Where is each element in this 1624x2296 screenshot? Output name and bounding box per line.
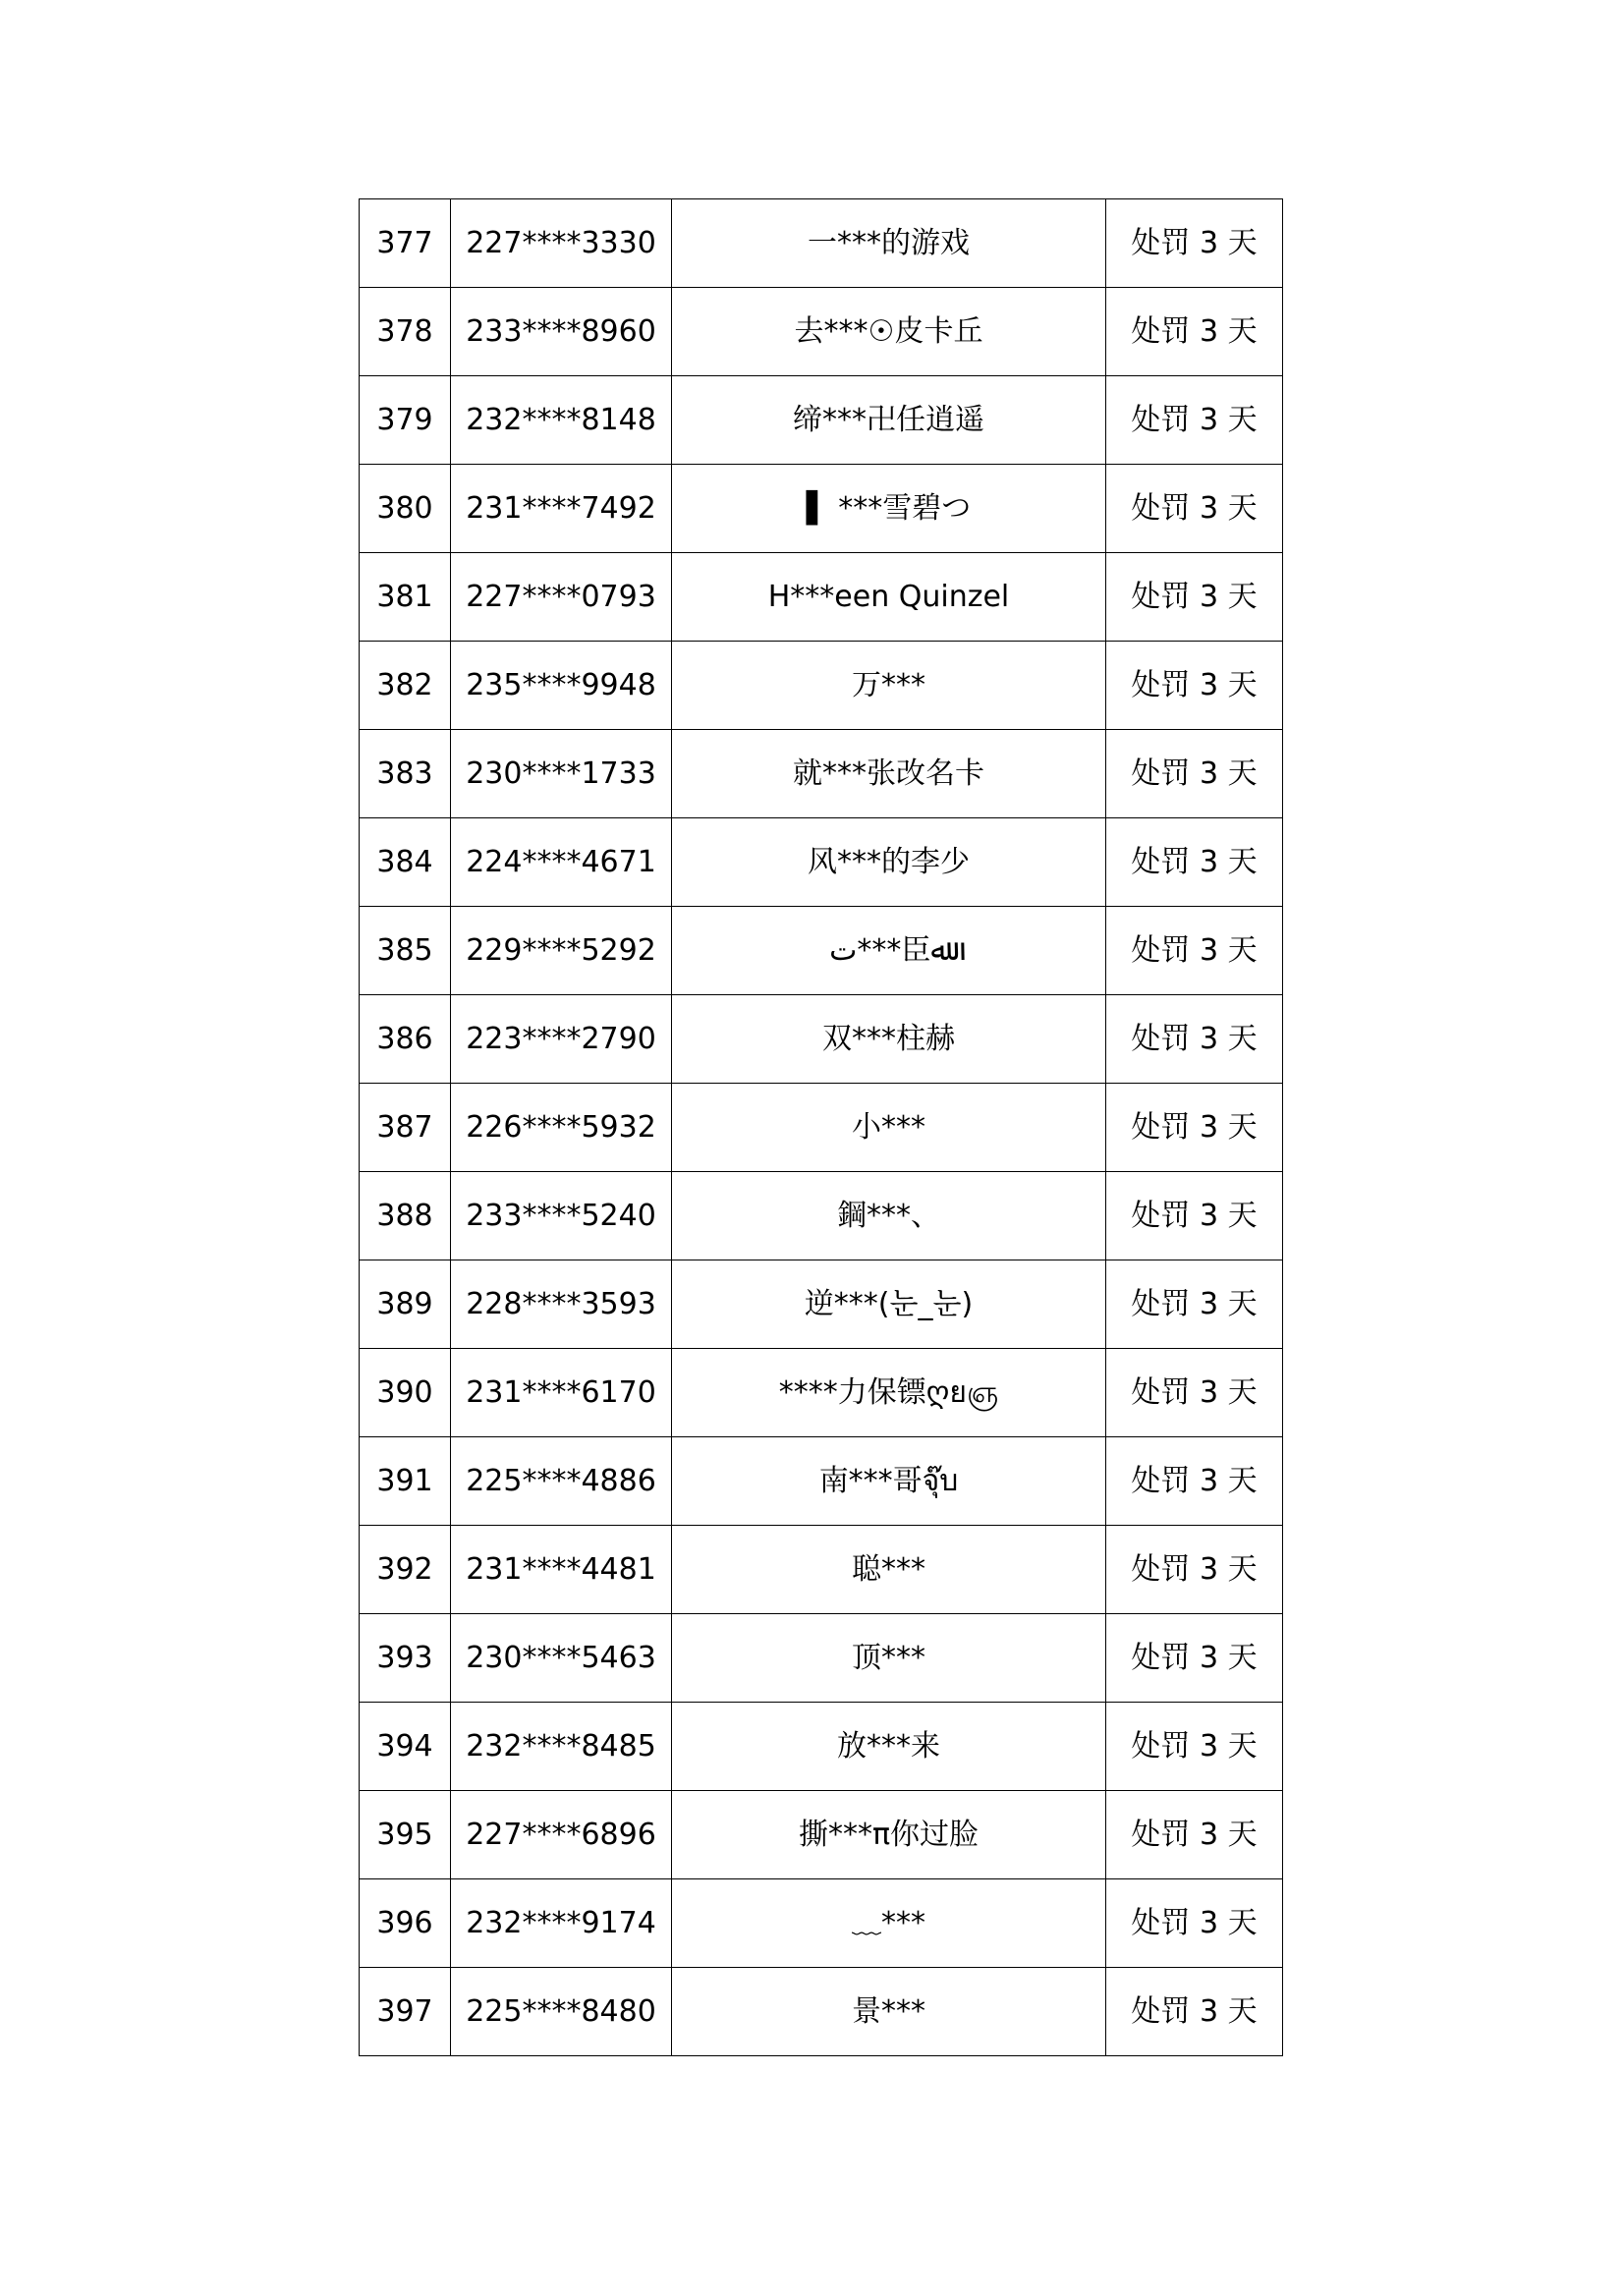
- account-id-cell: 230****5463: [451, 1614, 672, 1703]
- row-index-cell: 393: [360, 1614, 451, 1703]
- account-id-cell: 224****4671: [451, 818, 672, 907]
- penalty-cell: 处罚 3 天: [1106, 907, 1283, 995]
- nickname-cell: 放***来: [672, 1703, 1106, 1791]
- account-id-cell: 230****1733: [451, 730, 672, 818]
- penalty-cell: 处罚 3 天: [1106, 1968, 1283, 2056]
- table-row: [360, 1260, 1283, 1349]
- account-id-cell: 225****8480: [451, 1968, 672, 2056]
- penalty-cell: 处罚 3 天: [1106, 288, 1283, 376]
- nickname-cell: 风***的李少: [672, 818, 1106, 907]
- table-row: [360, 1437, 1283, 1526]
- table-row: [360, 642, 1283, 730]
- penalty-cell: 处罚 3 天: [1106, 465, 1283, 553]
- nickname-cell: 聪***: [672, 1526, 1106, 1614]
- nickname-cell: 鋼***、: [672, 1172, 1106, 1260]
- table-row: [360, 1084, 1283, 1172]
- nickname-cell: 顶***: [672, 1614, 1106, 1703]
- penalty-cell: 处罚 3 天: [1106, 1614, 1283, 1703]
- row-index-cell: 395: [360, 1791, 451, 1879]
- nickname-cell: ▌ ***雪碧つ: [672, 465, 1106, 553]
- row-index-cell: 380: [360, 465, 451, 553]
- penalty-cell: 处罚 3 天: [1106, 995, 1283, 1084]
- penalty-cell: 处罚 3 天: [1106, 1084, 1283, 1172]
- nickname-cell: 南***哥จุ๊บ: [672, 1437, 1106, 1526]
- row-index-cell: 389: [360, 1260, 451, 1349]
- account-id-cell: 232****8148: [451, 376, 672, 465]
- account-id-cell: 231****7492: [451, 465, 672, 553]
- table-row: [360, 1526, 1283, 1614]
- account-id-cell: 232****8485: [451, 1703, 672, 1791]
- row-index-cell: 394: [360, 1703, 451, 1791]
- table-row: [360, 1791, 1283, 1879]
- table-row: [360, 818, 1283, 907]
- row-index-cell: 387: [360, 1084, 451, 1172]
- penalty-cell: 处罚 3 天: [1106, 1703, 1283, 1791]
- penalty-cell: 处罚 3 天: [1106, 1791, 1283, 1879]
- row-index-cell: 386: [360, 995, 451, 1084]
- table-row: [360, 1703, 1283, 1791]
- nickname-cell: 缔***卍任逍遥: [672, 376, 1106, 465]
- nickname-cell: 双***柱赫: [672, 995, 1106, 1084]
- table-body: [360, 199, 1283, 2056]
- row-index-cell: 377: [360, 199, 451, 288]
- table-row: [360, 288, 1283, 376]
- account-id-cell: 231****4481: [451, 1526, 672, 1614]
- table-row: [360, 553, 1283, 642]
- nickname-cell: ﹏***: [672, 1879, 1106, 1968]
- penalty-cell: 处罚 3 天: [1106, 199, 1283, 288]
- penalty-cell: 处罚 3 天: [1106, 1349, 1283, 1437]
- account-id-cell: 223****2790: [451, 995, 672, 1084]
- table-row: [360, 1879, 1283, 1968]
- table-row: [360, 730, 1283, 818]
- table-row: [360, 1172, 1283, 1260]
- table-row: [360, 1349, 1283, 1437]
- account-id-cell: 227****3330: [451, 199, 672, 288]
- account-id-cell: 228****3593: [451, 1260, 672, 1349]
- table-row: [360, 995, 1283, 1084]
- row-index-cell: 391: [360, 1437, 451, 1526]
- table-row: [360, 199, 1283, 288]
- row-index-cell: 396: [360, 1879, 451, 1968]
- nickname-cell: 就***张改名卡: [672, 730, 1106, 818]
- account-id-cell: 232****9174: [451, 1879, 672, 1968]
- account-id-cell: 233****8960: [451, 288, 672, 376]
- row-index-cell: 383: [360, 730, 451, 818]
- row-index-cell: 381: [360, 553, 451, 642]
- table-row: [360, 907, 1283, 995]
- penalty-cell: 处罚 3 天: [1106, 730, 1283, 818]
- row-index-cell: 392: [360, 1526, 451, 1614]
- penalty-cell: 处罚 3 天: [1106, 1172, 1283, 1260]
- account-id-cell: 235****9948: [451, 642, 672, 730]
- account-id-cell: 225****4886: [451, 1437, 672, 1526]
- row-index-cell: 382: [360, 642, 451, 730]
- row-index-cell: 379: [360, 376, 451, 465]
- nickname-cell: ت***臣ﷲ: [672, 907, 1106, 995]
- penalty-cell: 处罚 3 天: [1106, 1260, 1283, 1349]
- table-row: [360, 1614, 1283, 1703]
- account-id-cell: 227****0793: [451, 553, 672, 642]
- table-row: [360, 376, 1283, 465]
- nickname-cell: 去***☉皮卡丘: [672, 288, 1106, 376]
- row-index-cell: 385: [360, 907, 451, 995]
- row-index-cell: 388: [360, 1172, 451, 1260]
- row-index-cell: 378: [360, 288, 451, 376]
- table-row: [360, 465, 1283, 553]
- penalty-cell: 处罚 3 天: [1106, 1879, 1283, 1968]
- penalty-cell: 处罚 3 天: [1106, 1526, 1283, 1614]
- penalty-cell: 处罚 3 天: [1106, 1437, 1283, 1526]
- penalty-cell: 处罚 3 天: [1106, 376, 1283, 465]
- account-id-cell: 231****6170: [451, 1349, 672, 1437]
- nickname-cell: 逆***(눈_눈): [672, 1260, 1106, 1349]
- account-id-cell: 227****6896: [451, 1791, 672, 1879]
- penalty-cell: 处罚 3 天: [1106, 818, 1283, 907]
- row-index-cell: 390: [360, 1349, 451, 1437]
- nickname-cell: 万***: [672, 642, 1106, 730]
- nickname-cell: 小***: [672, 1084, 1106, 1172]
- penalty-cell: 处罚 3 天: [1106, 642, 1283, 730]
- nickname-cell: ****力保镖ღยஞ: [672, 1349, 1106, 1437]
- nickname-cell: 景***: [672, 1968, 1106, 2056]
- penalty-table: [359, 198, 1283, 2056]
- table-row: [360, 1968, 1283, 2056]
- penalty-cell: 处罚 3 天: [1106, 553, 1283, 642]
- account-id-cell: 233****5240: [451, 1172, 672, 1260]
- nickname-cell: H***een Quinzel: [672, 553, 1106, 642]
- nickname-cell: 撕***π你过脸: [672, 1791, 1106, 1879]
- row-index-cell: 397: [360, 1968, 451, 2056]
- account-id-cell: 226****5932: [451, 1084, 672, 1172]
- nickname-cell: 一***的游戏: [672, 199, 1106, 288]
- row-index-cell: 384: [360, 818, 451, 907]
- account-id-cell: 229****5292: [451, 907, 672, 995]
